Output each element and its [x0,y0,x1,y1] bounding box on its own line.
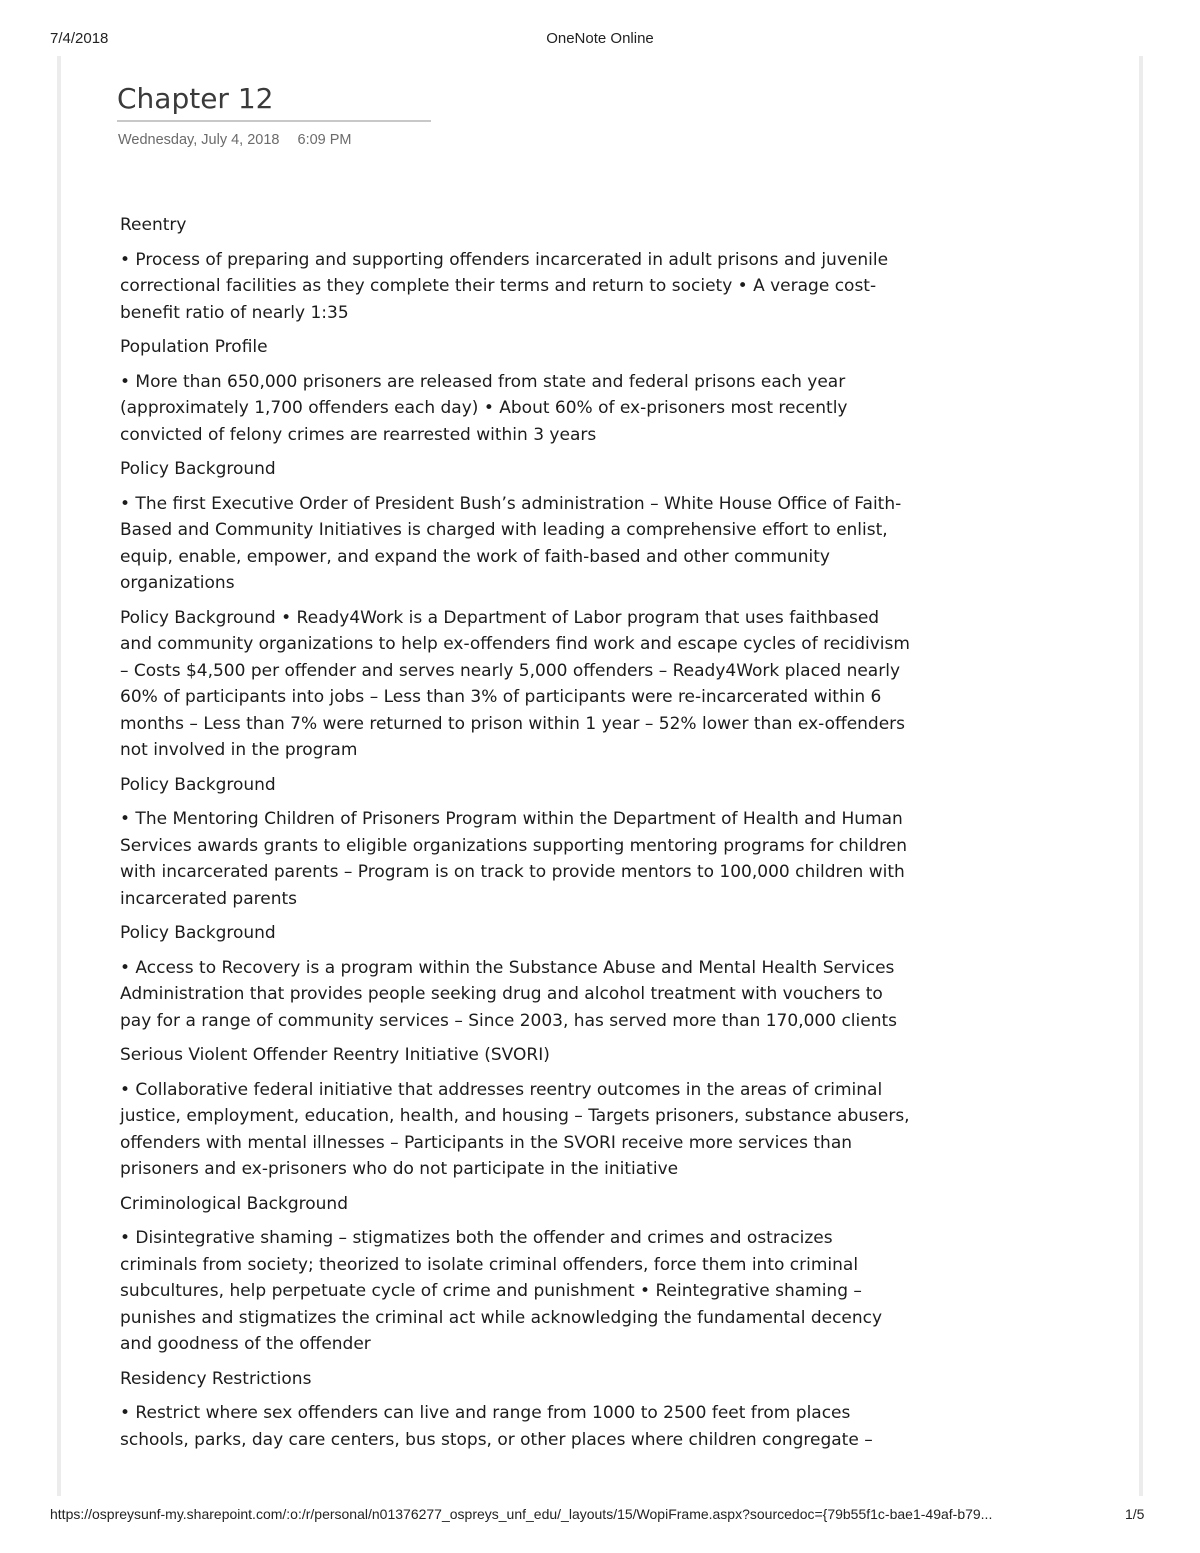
section-heading: Policy Background [120,459,276,479]
section-heading: Population Profile [120,337,268,357]
note-paragraph: • Restrict where sex offenders can live and range from 1000 to 2500 feet from places schools, parks, day care centers, bus stops, or other places where children congregate – [120,1403,873,1450]
note-content[interactable] [120,212,910,1461]
note-paragraph: Policy Background • Ready4Work is a Department of Labor program that uses faithbased and community organizations to help ex-offenders find work and escape cycles of recidivism – Costs $4,500 per offender and serves nearly 5,000 offenders – Ready4Work placed nearly 60% of participants into jobs – Less than 3% of participants were re-incarcerated within 6 months – Less than 7% were returned to prison within 1 year – 52% lower than ex-offenders not involved in the program [120,607,910,760]
note-paragraph: • The first Executive Order of President Bush’s administration – White House Office of Faith-Based and Community Initiatives is charged with leading a comprehensive effort to enlist, equip, enable, empower, and expand the work of faith-based and other community organizations [120,493,902,593]
print-footer [0,1506,1200,1526]
page-title[interactable]: Chapter 12 [117,82,274,115]
section-heading: Reentry [120,215,187,235]
section-heading: Policy Background [120,923,276,943]
section-heading: Serious Violent Offender Reentry Initiative (SVORI) [120,1045,550,1065]
section-heading: Residency Restrictions [120,1368,312,1389]
note-paragraph: • The Mentoring Children of Prisoners Program within the Department of Health and Human Services awards grants to eligible organizations supporting mentoring programs for children with incarcerated parents – Program is on track to provide mentors to 100,000 children with incarcerated parents [120,809,908,909]
note-paragraph: • Disintegrative shaming – stigmatizes both the offender and crimes and ostracizes criminals from society; theorized to isolate criminal offenders, force them into criminal subcultures, help perpetuate cycle of crime and punishment • Reintegrative shaming – punishes and stigmatizes the criminal act while acknowledging the fundamental decency and goodness of the offender [120,1228,883,1354]
page-left-edge [57,56,61,1496]
print-date: 7/4/2018 [50,30,109,47]
note-paragraph: • More than 650,000 prisoners are released from state and federal prisons each year (approximately 1,700 offenders each day) • About 60% of ex-prisoners most recently convicted of felony crimes are rearrested within 3 years [120,371,848,445]
page-time: 6:09 PM [297,132,352,148]
note-paragraph: • Access to Recovery is a program within the Substance Abuse and Mental Health Services Administration that provides people seeking drug and alcohol treatment with vouchers to pay for a range of community services – Since 2003, has served more than 170,000 clients [120,957,897,1031]
print-app-title: OneNote Online [546,30,654,47]
print-page-indicator: 1/5 [1125,1506,1145,1522]
note-paragraph: • Collaborative federal initiative that addresses reentry outcomes in the areas of criminal justice, employment, education, health, and housing – Targets prisoners, substance abusers, offenders with mental illnesses – Participants in the SVORI receive more services than prisoners and ex-prisoners who do not participate in the initiative [120,1079,910,1179]
title-underline [117,120,431,122]
print-url: https://ospreysunf-my.sharepoint.com/:o:/r/personal/n01376277_ospreys_unf_edu/_layouts/15/WopiFrame.aspx?sourcedoc={79b55f1c-bae1-49af-b79... [50,1506,993,1522]
print-header [0,28,1200,48]
page-right-edge [1139,56,1143,1496]
page-date: Wednesday, July 4, 2018 [118,132,280,148]
section-heading: Policy Background [120,774,276,795]
page-timestamp [118,132,352,148]
section-heading: Criminological Background [120,1193,348,1214]
note-paragraph: • Process of preparing and supporting offenders incarcerated in adult prisons and juvenile correctional facilities as they complete their terms and return to society • A verage cost-benefit ratio of nearly 1:35 [120,249,889,323]
